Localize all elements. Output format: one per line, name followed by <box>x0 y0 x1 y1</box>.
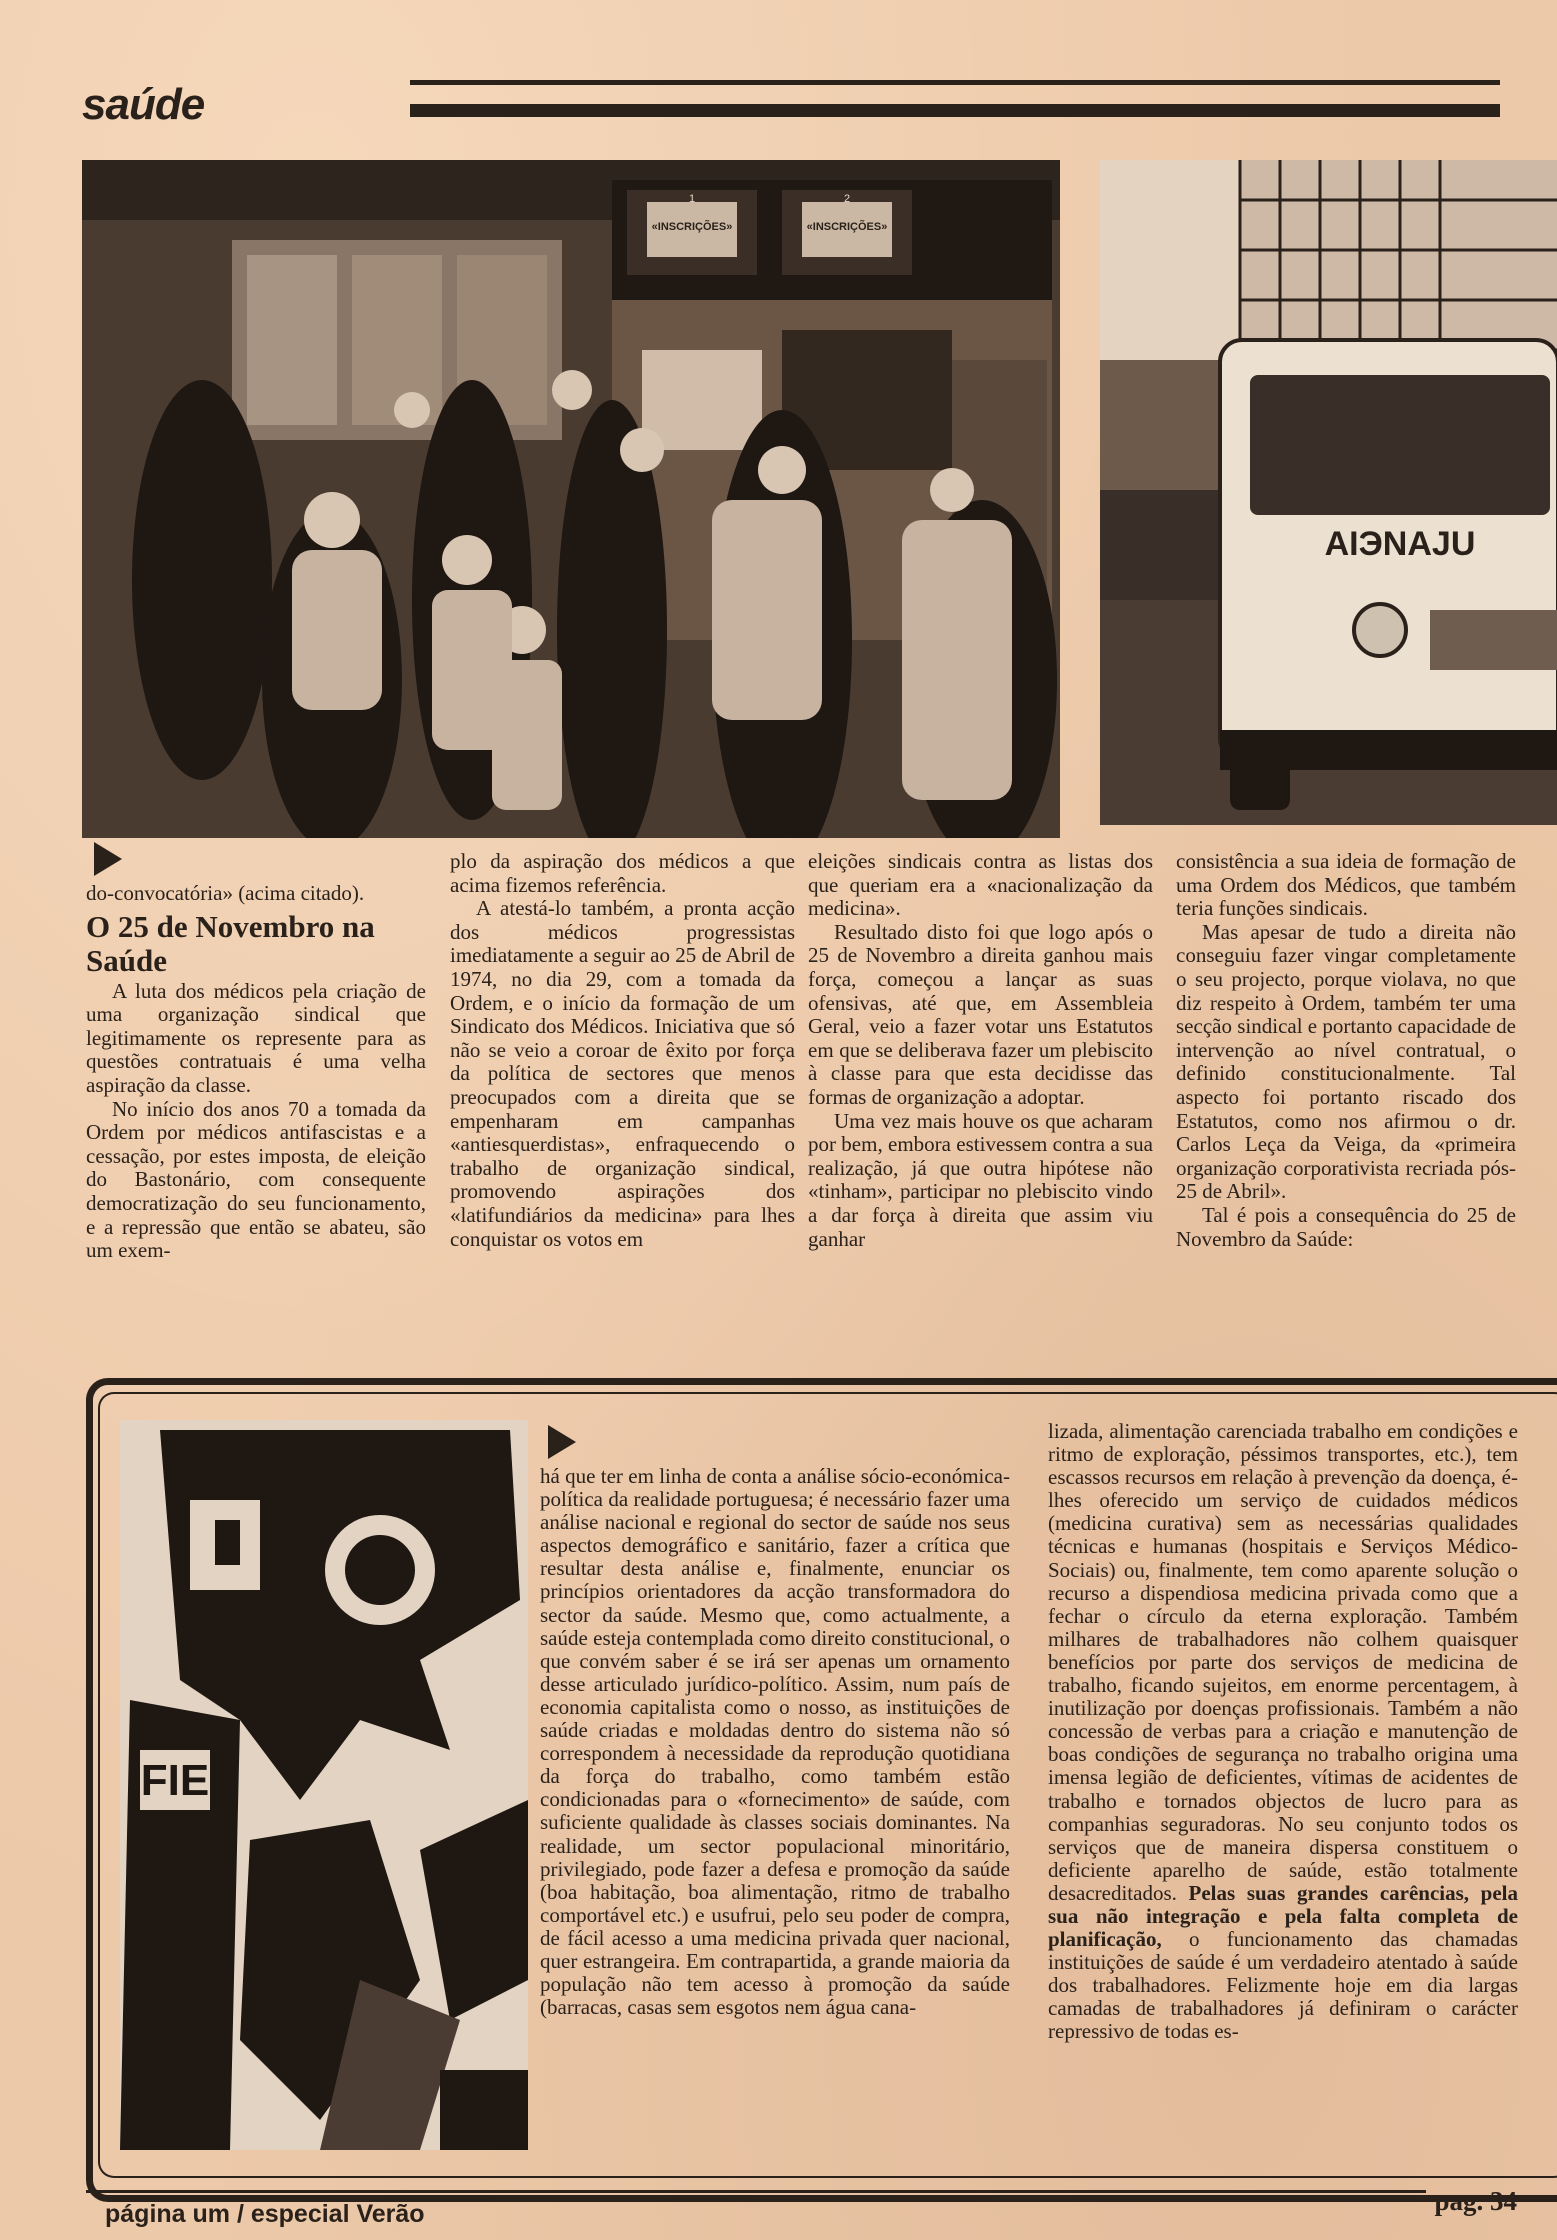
page-number: pag. 34 <box>1434 2186 1517 2216</box>
boxed-column-1 <box>540 1425 1010 2155</box>
paragraph-text: o funcionamento das chamadas instituições de saúde é um verdadeiro atentado à saúde dos trabalhadores. Felizmente hoje em dia largas camadas de trabalhadores já definiram o carácter repressivo de todas es- <box>1048 1927 1518 2044</box>
header-rule-thick <box>410 104 1500 117</box>
sign-number-2: 2 <box>843 193 851 205</box>
article-column-1 <box>86 842 426 1350</box>
paragraph: Tal é pois a consequência do 25 de Novembro da Saúde: <box>1176 1202 1516 1251</box>
paragraph: A atestá-lo também, a pronta acção dos médicos progressistas imediatamente a seguir ao 25 de Abril de 1974, no dia 29, com a tomada da Ordem, e o início da formação de um Sindicato dos Médicos. Iniciativa que só não se veio a coroar de êxito por força da política de sectores que menos preocupados com a direita que se empenharam em campanhas «antiesquerdistas», enfraquecendo o trabalho de organização sindical, promovendo aspirações dos «latifundiários da medicina» para lhes conquistar os votos em <box>450 896 795 1251</box>
article-column-4 <box>1176 850 1516 1350</box>
svg-text:FIE: FIE <box>140 1756 210 1805</box>
photo-registration-queue <box>82 160 1060 838</box>
ambulance-lettering: AIЭNAJU <box>1324 525 1476 563</box>
boxed-column-2 <box>1048 1420 1518 2155</box>
paragraph-text: lizada, alimentação carenciada trabalho em condições e ritmo de exploração, péssimos transportes, etc.), tem escassos recursos em relação à prevenção da doença, é-lhes oferecido um serviço de cuidados médicos (medicina curativa) sem as necessárias qualidades técnicas e humanas (hospitais e Serviços Médico-Sociais) ou, finalmente, tem como aparente solução o recurso a dispendiosa medicina privada como que a fechar o círculo da eterna exploração. Também milhares de trabalhadores não colhem quaisquer benefícios por parte dos serviços de medicina de trabalho, ficando sujeitos, em enorme percentagem, à inutilização por doenças profissionais. Também a não concessão de verbas para a criação e manutenção de boas condições de segurança no trabalho origina uma imensa legião de deficientes, vítimas de acidentes de trabalho e tornados objectos de lucro para as companhias seguradoras. No seu conjunto todos os serviços que de maneira dispersa constituem o deficiente aparelho de saúde, estão totalmente desacreditados. <box>1048 1420 1518 1905</box>
publication-name: página um / especial Verão <box>105 2200 425 2228</box>
header-rule-thin <box>410 80 1500 85</box>
sign-inscricoes-1: «INSCRIÇÕES» <box>651 221 733 233</box>
paragraph: Mas apesar de tudo a direita não conseguiu fazer vingar completamente o seu projecto, porque violava, no que diz respeito à Ordem, também ter uma secção sindical e portanto capacidade de intervenção ao nível contratual, o definido constitucionalmente. Tal aspecto foi portanto riscado dos Estatutos, como nos afirmou o dr. Carlos Leça da Veiga, da «primeira organização corporativista recriada pós-25 de Abril». <box>1176 919 1516 1204</box>
paragraph: plo da aspiração dos médicos a que acima fizemos referência. <box>450 850 795 897</box>
bold-emphasis: Pelas suas grandes carências, pela sua não integração e pela falta completa de planificação, <box>1048 1880 1518 1952</box>
sign-inscricoes-2: «INSCRIÇÕES» <box>806 221 888 233</box>
paragraph: eleições sindicais contra as listas dos que queriam era a «nacionalização da medicina». <box>808 850 1153 921</box>
article-column-3 <box>808 850 1153 1350</box>
sign-number-1: 1 <box>688 193 696 205</box>
paragraph: há que ter em linha de conta a análise sócio-económica-política da realidade portuguesa; é necessário fazer uma análise nacional e regional do sector de saúde nos seus aspectos demográfico e sanitário, fazer a crítica que resultar desta análise e, finalmente, enunciar os princípios orientadores da acção transformadora do sector da saúde. Mesmo que, como actualmente, a saúde esteja contemplada como direito constitucional, o que convém saber é se irá ser apenas um ornamento desse articulado jurídico-político. Assim, num país de economia capitalista como o nosso, as instituições de saúde criadas e moldadas dentro do sistema não só correspondem à necessidade da reprodução quotidiana da força do trabalho, como também estão condicionadas para o «fornecimento» de saúde, com suficiente qualidade às classes sociais dominantes. Na realidade, um sector populacional minoritário, privilegiado, pode fazer a defesa e promoção da saúde (boa habitação, boa alimentação, ritmo de trabalho comportável etc.) e usufrui, pelo seu poder de compra, de fácil acesso a uma medicina privada quer nacional, quer estrangeira. Em contrapartida, a grande maioria da população não tem acesso à promoção da saúde (barracas, casas sem esgotos nem água cana- <box>540 1464 1010 2020</box>
paragraph: Uma vez mais houve os que acharam por bem, embora estivessem contra a sua realização, já que outra hipótese não «tinham», participar no plebiscito vindo a dar força à direita que assim viu ganhar <box>808 1108 1153 1251</box>
lead-text: do-convocatória» (acima citado). <box>86 881 365 905</box>
section-title: saúde <box>82 80 205 129</box>
paragraph: consistência a sua ideia de formação de uma Ordem dos Médicos, que também teria funções sindicais. <box>1176 850 1516 921</box>
continuation-arrow-icon <box>548 1425 576 1459</box>
continuation-arrow-icon <box>94 842 122 876</box>
paragraph: Resultado disto foi que logo após o 25 de Novembro a direita ganhou mais força, começou a lançar as suas ofensivas, até que, em Assembleia Geral, veio a fazer votar uns Estatutos em que se deliberava fazer um plebiscito à classe para que esta decidisse das formas de organização a adoptar. <box>808 919 1153 1109</box>
paragraph <box>1048 1420 1518 2044</box>
article-column-2 <box>450 850 795 1350</box>
photo-high-contrast <box>120 1420 528 2150</box>
paragraph: No início dos anos 70 a tomada da Ordem por médicos antifascistas e a cessação, por estes imposta, de eleição do Bastonário, com consequente democratização do seu funcionamento, e a repressão que então se abateu, são um exem- <box>86 1096 426 1263</box>
photo-ambulance <box>1100 160 1557 825</box>
article-heading: O 25 de Novembro na Saúde <box>86 908 375 978</box>
footer-rule <box>86 2190 1426 2193</box>
paragraph: A luta dos médicos pela criação de uma organização sindical que legitimamente os represente para as questões contratuais é uma velha aspiração da classe. <box>86 978 426 1097</box>
